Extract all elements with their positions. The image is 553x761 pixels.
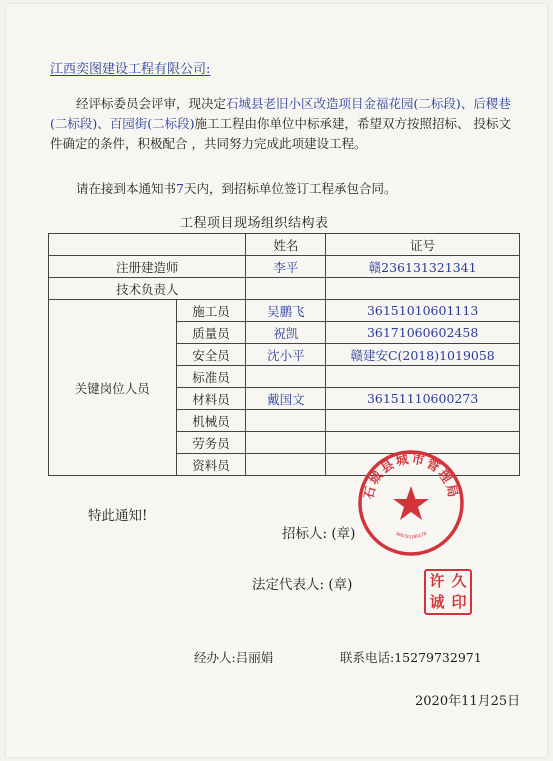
- notice-document: [6, 4, 547, 757]
- contract-text-rest: 天内，到招标单位签订工程承包合同。: [183, 181, 397, 196]
- role-label: 劳务员: [176, 432, 246, 454]
- seal-text: 石城县城市管理局: [360, 450, 462, 501]
- role-name: [246, 366, 326, 388]
- key-group-label: 关键岗位人员: [49, 300, 177, 476]
- role-label: 标准员: [176, 366, 246, 388]
- award-paragraph: [50, 94, 520, 154]
- registered-label: 注册建造师: [49, 256, 246, 278]
- role-name: 戴国文: [246, 388, 326, 410]
- personal-seal-icon: [424, 569, 472, 615]
- chop-char: 诚: [429, 593, 445, 611]
- legal-representative-line: 法定代表人: (章): [252, 577, 353, 593]
- chop-char: 印: [451, 593, 467, 611]
- role-label: 材料员: [176, 388, 246, 410]
- organization-table: [48, 233, 520, 476]
- role-name: [246, 454, 326, 476]
- role-cert: 36151010601113: [326, 300, 520, 322]
- contract-paragraph: [50, 179, 520, 199]
- role-cert: [326, 366, 520, 388]
- role-name: 沈小平: [246, 344, 326, 366]
- seal-number: 360735100178: [394, 531, 428, 541]
- role-name: 吴鹏飞: [246, 300, 326, 322]
- issue-date: 2020年11月25日: [415, 694, 521, 709]
- role-label: 资料员: [176, 454, 246, 476]
- role-cert: 36151110600273: [326, 388, 520, 410]
- table-row: [49, 278, 520, 300]
- role-cert: [326, 410, 520, 432]
- tech-name: [246, 278, 326, 300]
- header-name: 姓名: [246, 234, 326, 256]
- role-label: 质量员: [176, 322, 246, 344]
- table-row: [49, 256, 520, 278]
- award-text-intro: 经评标委员会评审，现决定: [76, 96, 227, 111]
- header-cert: 证号: [326, 234, 520, 256]
- table-title: 工程项目现场组织结构表: [180, 216, 329, 231]
- phone-line: 联系电话:15279732971: [340, 650, 482, 665]
- contract-text-intro: 请在接到本通知书: [76, 181, 177, 196]
- role-name: [246, 432, 326, 454]
- registered-name: 李平: [246, 256, 326, 278]
- role-name: [246, 410, 326, 432]
- role-cert: 36171060602458: [326, 322, 520, 344]
- closing-text: 特此通知!: [88, 508, 148, 524]
- registered-cert: 赣236131321341: [326, 256, 520, 278]
- project-name: 石城县老旧小区改造项目金福花园(二标段)、后稷巷(二标段)、百园街(二标段): [50, 96, 511, 131]
- role-label: 机械员: [176, 410, 246, 432]
- tech-label: 技术负责人: [49, 278, 246, 300]
- table-row: [49, 300, 520, 322]
- agent-line: 经办人:吕丽娟: [194, 650, 274, 665]
- role-label: 施工员: [176, 300, 246, 322]
- chop-char: 许: [429, 572, 445, 590]
- tech-cert: [326, 278, 520, 300]
- table-header-row: [49, 234, 520, 256]
- role-cert: 赣建安C(2018)1019058: [326, 344, 520, 366]
- contract-days: 7: [176, 181, 184, 196]
- role-name: 祝凯: [246, 322, 326, 344]
- header-blank: [49, 234, 246, 256]
- tenderer-line: 招标人: (章): [282, 526, 356, 542]
- award-text-rest: 施工工程由你单位中标承建，希望双方按照招标、 投标文件确定的条件，积极配合 ，共同努力完成此项建设工程。: [50, 116, 511, 151]
- official-seal-icon: [356, 448, 466, 558]
- role-label: 安全员: [176, 344, 246, 366]
- addressee: 江西奕图建设工程有限公司:: [50, 62, 211, 77]
- seal-star-icon: [393, 486, 429, 520]
- chop-char: 久: [451, 572, 467, 590]
